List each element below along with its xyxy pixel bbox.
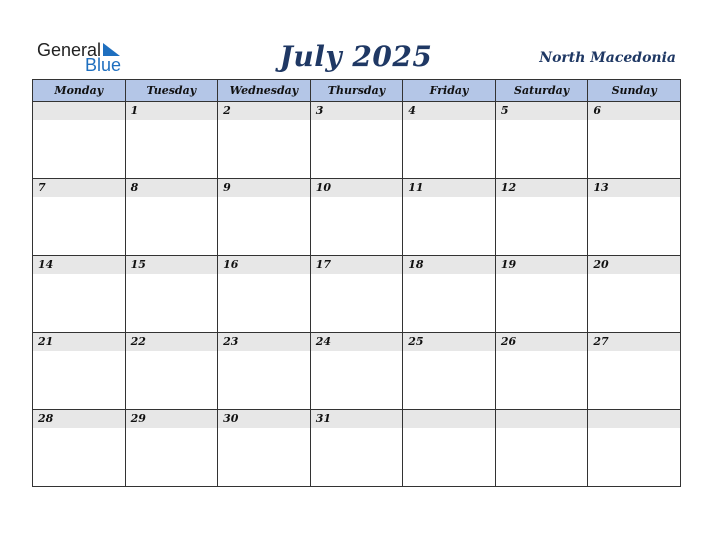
weekday-header: Friday	[403, 80, 496, 102]
day-cell	[403, 256, 496, 333]
day-number: 5	[496, 102, 588, 120]
day-number: 8	[126, 179, 218, 197]
day-number: 31	[311, 410, 403, 428]
weekday-header: Thursday	[310, 80, 403, 102]
day-cell	[33, 256, 126, 333]
week-row	[33, 410, 681, 487]
day-number	[496, 410, 588, 428]
day-cell	[495, 102, 588, 179]
day-cell	[495, 410, 588, 487]
day-number: 4	[403, 102, 495, 120]
day-number: 22	[126, 333, 218, 351]
day-number: 17	[311, 256, 403, 274]
day-number: 24	[311, 333, 403, 351]
day-number: 18	[403, 256, 495, 274]
day-number: 13	[588, 179, 680, 197]
day-cell	[495, 333, 588, 410]
day-cell	[403, 410, 496, 487]
day-number: 26	[496, 333, 588, 351]
day-cell	[310, 410, 403, 487]
day-cell	[310, 256, 403, 333]
day-number: 7	[33, 179, 125, 197]
day-cell	[125, 256, 218, 333]
day-number: 9	[218, 179, 310, 197]
weekday-header: Tuesday	[125, 80, 218, 102]
day-number: 27	[588, 333, 680, 351]
day-number: 10	[311, 179, 403, 197]
day-number: 3	[311, 102, 403, 120]
day-number: 15	[126, 256, 218, 274]
day-cell	[125, 410, 218, 487]
day-number: 25	[403, 333, 495, 351]
week-row	[33, 179, 681, 256]
logo-text-general: General	[37, 40, 102, 60]
day-cell	[495, 256, 588, 333]
day-number: 30	[218, 410, 310, 428]
logo-text-blue: Blue	[85, 55, 122, 75]
day-cell	[403, 333, 496, 410]
day-cell	[310, 333, 403, 410]
day-number: 29	[126, 410, 218, 428]
day-cell	[125, 102, 218, 179]
day-number: 12	[496, 179, 588, 197]
week-row	[33, 256, 681, 333]
day-number: 20	[588, 256, 680, 274]
day-number: 6	[588, 102, 680, 120]
day-cell	[218, 410, 311, 487]
week-row	[33, 333, 681, 410]
day-number	[33, 102, 125, 120]
day-cell	[218, 102, 311, 179]
day-number: 16	[218, 256, 310, 274]
country-name: North Macedonia	[539, 50, 676, 66]
weekday-header: Wednesday	[218, 80, 311, 102]
day-cell	[33, 102, 126, 179]
day-cell	[33, 179, 126, 256]
day-cell	[33, 410, 126, 487]
day-cell	[588, 179, 681, 256]
day-number: 11	[403, 179, 495, 197]
weekday-header: Sunday	[588, 80, 681, 102]
day-cell	[310, 179, 403, 256]
day-cell	[218, 179, 311, 256]
day-number: 2	[218, 102, 310, 120]
day-number: 21	[33, 333, 125, 351]
day-cell	[403, 179, 496, 256]
day-number: 1	[126, 102, 218, 120]
day-cell	[403, 102, 496, 179]
weekday-header: Monday	[33, 80, 126, 102]
day-cell	[588, 256, 681, 333]
day-cell	[495, 179, 588, 256]
day-number: 23	[218, 333, 310, 351]
day-cell	[588, 333, 681, 410]
day-number	[403, 410, 495, 428]
day-number: 28	[33, 410, 125, 428]
day-cell	[218, 333, 311, 410]
weekday-header: Saturday	[495, 80, 588, 102]
calendar-title: July 2025	[279, 40, 433, 73]
day-cell	[125, 179, 218, 256]
day-cell	[125, 333, 218, 410]
day-cell	[588, 410, 681, 487]
day-cell	[588, 102, 681, 179]
day-number: 14	[33, 256, 125, 274]
day-number: 19	[496, 256, 588, 274]
day-cell	[218, 256, 311, 333]
day-cell	[33, 333, 126, 410]
week-row	[33, 102, 681, 179]
day-number	[588, 410, 680, 428]
day-cell	[310, 102, 403, 179]
calendar-grid	[32, 79, 681, 487]
weekday-header-row	[33, 80, 681, 102]
